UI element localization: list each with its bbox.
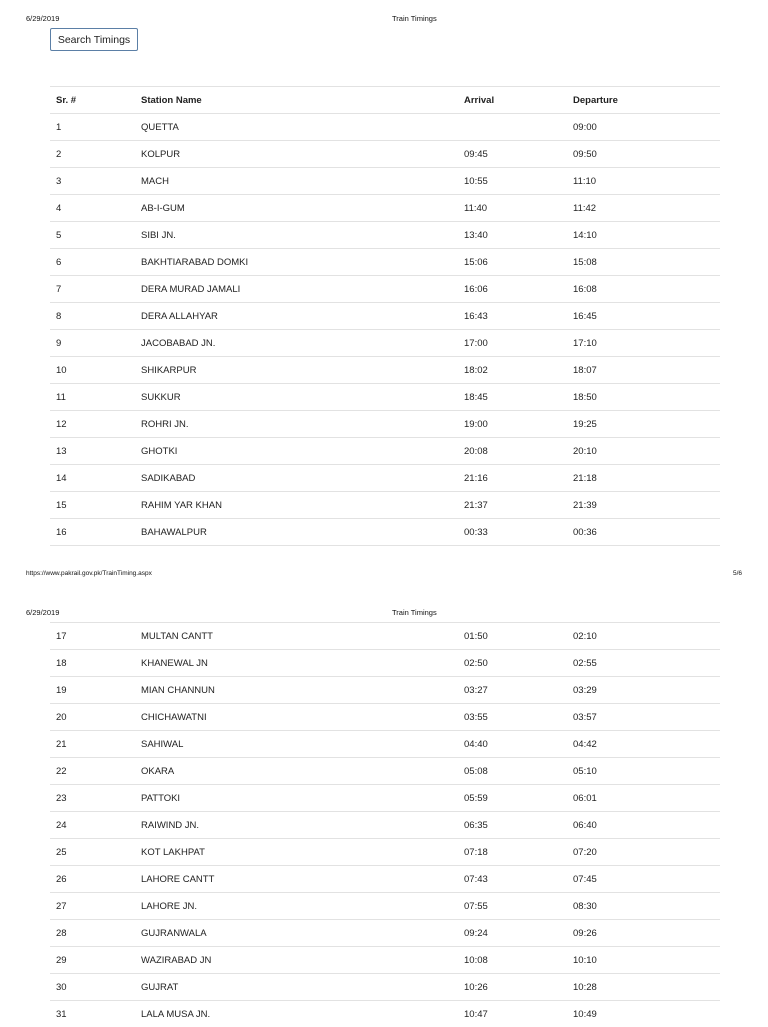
- cell-station-name: SADIKABAD: [135, 465, 458, 492]
- cell-sr-number: 4: [50, 195, 135, 222]
- cell-departure: 10:10: [567, 947, 720, 974]
- table-row: [50, 623, 720, 650]
- cell-sr-number: 31: [50, 1001, 135, 1027]
- cell-arrival: 01:50: [458, 623, 567, 650]
- cell-station-name: PATTOKI: [135, 785, 458, 812]
- cell-station-name: RAHIM YAR KHAN: [135, 492, 458, 519]
- cell-sr-number: 7: [50, 276, 135, 303]
- cell-arrival: 06:35: [458, 812, 567, 839]
- cell-arrival: 10:08: [458, 947, 567, 974]
- cell-sr-number: 19: [50, 677, 135, 704]
- print-title: Train Timings: [392, 608, 437, 617]
- table-row: [50, 114, 720, 141]
- cell-departure: 16:08: [567, 276, 720, 303]
- header-arrival: Arrival: [458, 87, 567, 114]
- cell-arrival: 05:08: [458, 758, 567, 785]
- cell-arrival: 07:55: [458, 893, 567, 920]
- cell-arrival: 11:40: [458, 195, 567, 222]
- cell-station-name: BAHAWALPUR: [135, 519, 458, 546]
- table-header-row: [50, 87, 720, 114]
- cell-departure: 07:45: [567, 866, 720, 893]
- cell-arrival: 07:43: [458, 866, 567, 893]
- cell-departure: 18:07: [567, 357, 720, 384]
- cell-station-name: ROHRI JN.: [135, 411, 458, 438]
- train-timings-table-continued: [50, 622, 720, 1027]
- table-row: [50, 384, 720, 411]
- cell-sr-number: 8: [50, 303, 135, 330]
- table-row: [50, 249, 720, 276]
- cell-station-name: KHANEWAL JN: [135, 650, 458, 677]
- cell-sr-number: 3: [50, 168, 135, 195]
- cell-departure: 00:36: [567, 519, 720, 546]
- table-row: [50, 303, 720, 330]
- cell-station-name: DERA ALLAHYAR: [135, 303, 458, 330]
- cell-departure: 03:29: [567, 677, 720, 704]
- cell-arrival: 05:59: [458, 785, 567, 812]
- cell-arrival: 03:27: [458, 677, 567, 704]
- print-header-page2: [26, 608, 742, 620]
- cell-departure: 10:49: [567, 1001, 720, 1027]
- cell-departure: 03:57: [567, 704, 720, 731]
- search-timings-button[interactable]: Search Timings: [50, 28, 138, 51]
- cell-arrival: 07:18: [458, 839, 567, 866]
- cell-sr-number: 16: [50, 519, 135, 546]
- cell-arrival: 18:45: [458, 384, 567, 411]
- cell-arrival: 03:55: [458, 704, 567, 731]
- cell-departure: 09:00: [567, 114, 720, 141]
- cell-station-name: SHIKARPUR: [135, 357, 458, 384]
- cell-station-name: LALA MUSA JN.: [135, 1001, 458, 1027]
- table-row: [50, 704, 720, 731]
- cell-arrival: 09:45: [458, 141, 567, 168]
- cell-sr-number: 17: [50, 623, 135, 650]
- cell-arrival: 21:37: [458, 492, 567, 519]
- cell-departure: 14:10: [567, 222, 720, 249]
- print-page-number: 5/6: [733, 570, 742, 577]
- table-row: [50, 974, 720, 1001]
- cell-arrival: 04:40: [458, 731, 567, 758]
- print-footer-page1: [26, 570, 742, 582]
- cell-departure: 02:55: [567, 650, 720, 677]
- table-row: [50, 222, 720, 249]
- table-row: [50, 839, 720, 866]
- cell-sr-number: 29: [50, 947, 135, 974]
- cell-departure: 20:10: [567, 438, 720, 465]
- cell-sr-number: 15: [50, 492, 135, 519]
- table-row: [50, 141, 720, 168]
- cell-arrival: [458, 114, 567, 141]
- cell-departure: 09:26: [567, 920, 720, 947]
- cell-arrival: 16:43: [458, 303, 567, 330]
- cell-departure: 04:42: [567, 731, 720, 758]
- cell-sr-number: 10: [50, 357, 135, 384]
- cell-arrival: 19:00: [458, 411, 567, 438]
- cell-sr-number: 23: [50, 785, 135, 812]
- cell-station-name: MULTAN CANTT: [135, 623, 458, 650]
- table-row: [50, 330, 720, 357]
- table-row: [50, 758, 720, 785]
- cell-station-name: SAHIWAL: [135, 731, 458, 758]
- cell-departure: 02:10: [567, 623, 720, 650]
- cell-arrival: 17:00: [458, 330, 567, 357]
- table-row: [50, 438, 720, 465]
- cell-station-name: KOT LAKHPAT: [135, 839, 458, 866]
- table-row: [50, 195, 720, 222]
- cell-station-name: DERA MURAD JAMALI: [135, 276, 458, 303]
- table-row: [50, 785, 720, 812]
- table-row: [50, 465, 720, 492]
- print-date: 6/29/2019: [26, 14, 59, 23]
- cell-sr-number: 20: [50, 704, 135, 731]
- header-station-name: Station Name: [135, 87, 458, 114]
- cell-station-name: WAZIRABAD JN: [135, 947, 458, 974]
- cell-station-name: LAHORE JN.: [135, 893, 458, 920]
- cell-arrival: 21:16: [458, 465, 567, 492]
- cell-arrival: 18:02: [458, 357, 567, 384]
- table-row: [50, 276, 720, 303]
- cell-arrival: 10:47: [458, 1001, 567, 1027]
- train-timings-table: [50, 86, 720, 546]
- table-row: [50, 650, 720, 677]
- cell-departure: 09:50: [567, 141, 720, 168]
- table-body-page1: [50, 114, 720, 546]
- cell-station-name: GUJRANWALA: [135, 920, 458, 947]
- cell-arrival: 09:24: [458, 920, 567, 947]
- print-title: Train Timings: [392, 14, 437, 23]
- cell-departure: 15:08: [567, 249, 720, 276]
- cell-station-name: GHOTKI: [135, 438, 458, 465]
- table-row: [50, 920, 720, 947]
- cell-sr-number: 18: [50, 650, 135, 677]
- cell-departure: 10:28: [567, 974, 720, 1001]
- cell-arrival: 02:50: [458, 650, 567, 677]
- cell-arrival: 20:08: [458, 438, 567, 465]
- table-body-page2: [50, 623, 720, 1027]
- header-departure: Departure: [567, 87, 720, 114]
- cell-station-name: MIAN CHANNUN: [135, 677, 458, 704]
- cell-station-name: BAKHTIARABAD DOMKI: [135, 249, 458, 276]
- cell-departure: 21:39: [567, 492, 720, 519]
- cell-sr-number: 13: [50, 438, 135, 465]
- cell-station-name: AB-I-GUM: [135, 195, 458, 222]
- cell-sr-number: 14: [50, 465, 135, 492]
- cell-arrival: 00:33: [458, 519, 567, 546]
- cell-station-name: RAIWIND JN.: [135, 812, 458, 839]
- table-row: [50, 731, 720, 758]
- cell-departure: 16:45: [567, 303, 720, 330]
- cell-departure: 08:30: [567, 893, 720, 920]
- print-header-page1: [26, 14, 742, 26]
- cell-departure: 21:18: [567, 465, 720, 492]
- table-row: [50, 492, 720, 519]
- table-row: [50, 519, 720, 546]
- cell-station-name: KOLPUR: [135, 141, 458, 168]
- cell-sr-number: 30: [50, 974, 135, 1001]
- cell-arrival: 15:06: [458, 249, 567, 276]
- cell-departure: 11:42: [567, 195, 720, 222]
- cell-departure: 11:10: [567, 168, 720, 195]
- cell-departure: 05:10: [567, 758, 720, 785]
- cell-station-name: SIBI JN.: [135, 222, 458, 249]
- cell-sr-number: 1: [50, 114, 135, 141]
- cell-sr-number: 24: [50, 812, 135, 839]
- cell-sr-number: 12: [50, 411, 135, 438]
- header-sr: Sr. #: [50, 87, 135, 114]
- cell-departure: 18:50: [567, 384, 720, 411]
- table-row: [50, 411, 720, 438]
- print-date: 6/29/2019: [26, 608, 59, 617]
- cell-station-name: MACH: [135, 168, 458, 195]
- cell-station-name: SUKKUR: [135, 384, 458, 411]
- table-row: [50, 357, 720, 384]
- table-row: [50, 947, 720, 974]
- print-url: https://www.pakrail.gov.pk/TrainTiming.aspx: [26, 570, 152, 577]
- cell-station-name: LAHORE CANTT: [135, 866, 458, 893]
- cell-sr-number: 28: [50, 920, 135, 947]
- cell-station-name: OKARA: [135, 758, 458, 785]
- cell-sr-number: 11: [50, 384, 135, 411]
- cell-departure: 07:20: [567, 839, 720, 866]
- cell-departure: 06:01: [567, 785, 720, 812]
- cell-station-name: GUJRAT: [135, 974, 458, 1001]
- cell-sr-number: 25: [50, 839, 135, 866]
- table-row: [50, 1001, 720, 1027]
- table-row: [50, 812, 720, 839]
- table-row: [50, 893, 720, 920]
- cell-sr-number: 22: [50, 758, 135, 785]
- cell-sr-number: 2: [50, 141, 135, 168]
- cell-arrival: 16:06: [458, 276, 567, 303]
- cell-arrival: 10:55: [458, 168, 567, 195]
- cell-sr-number: 27: [50, 893, 135, 920]
- cell-station-name: JACOBABAD JN.: [135, 330, 458, 357]
- cell-station-name: CHICHAWATNI: [135, 704, 458, 731]
- cell-sr-number: 21: [50, 731, 135, 758]
- table-row: [50, 677, 720, 704]
- table-row: [50, 866, 720, 893]
- cell-departure: 06:40: [567, 812, 720, 839]
- cell-sr-number: 26: [50, 866, 135, 893]
- cell-arrival: 10:26: [458, 974, 567, 1001]
- cell-departure: 19:25: [567, 411, 720, 438]
- cell-sr-number: 9: [50, 330, 135, 357]
- cell-arrival: 13:40: [458, 222, 567, 249]
- cell-sr-number: 5: [50, 222, 135, 249]
- cell-station-name: QUETTA: [135, 114, 458, 141]
- cell-departure: 17:10: [567, 330, 720, 357]
- table-row: [50, 168, 720, 195]
- cell-sr-number: 6: [50, 249, 135, 276]
